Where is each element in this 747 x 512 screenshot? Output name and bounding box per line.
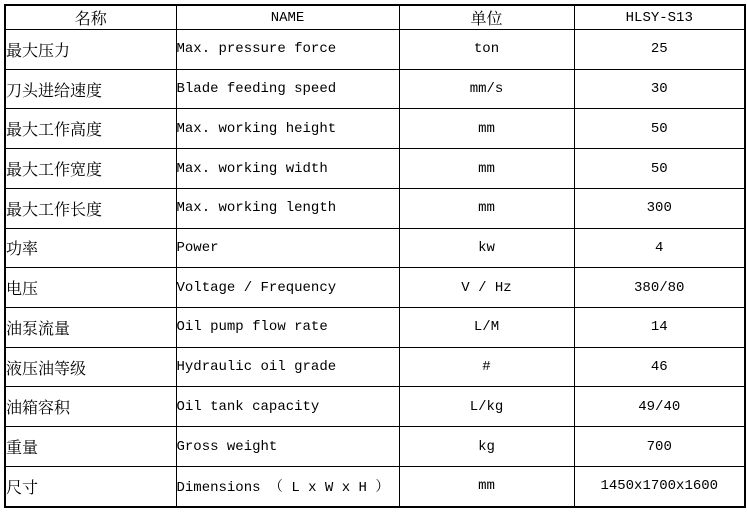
cell-cn-name: 液压油等级 (5, 347, 176, 387)
cell-cn-name: 最大工作长度 (5, 188, 176, 228)
cell-unit: mm (399, 188, 574, 228)
cell-cn-name: 刀头进给速度 (5, 69, 176, 109)
cell-cn-name: 最大压力 (5, 30, 176, 70)
column-header-cn-name: 名称 (5, 5, 176, 30)
cell-cn-name: 最大工作宽度 (5, 149, 176, 189)
cell-cn-name: 最大工作高度 (5, 109, 176, 149)
column-header-en-name: NAME (176, 5, 399, 30)
cell-en-name: Blade feeding speed (176, 69, 399, 109)
cell-en-name: Max. pressure force (176, 30, 399, 70)
table-row (5, 466, 745, 507)
cell-value: 25 (574, 30, 745, 70)
table-row (5, 427, 745, 467)
cell-cn-name: 油泵流量 (5, 308, 176, 348)
cell-en-name: Oil pump flow rate (176, 308, 399, 348)
cell-cn-name: 电压 (5, 268, 176, 308)
cell-unit: kg (399, 427, 574, 467)
table-row (5, 268, 745, 308)
cell-cn-name: 重量 (5, 427, 176, 467)
cell-en-name: Hydraulic oil grade (176, 347, 399, 387)
cell-value: 14 (574, 308, 745, 348)
column-header-model: HLSY-S13 (574, 5, 745, 30)
table-row (5, 188, 745, 228)
cell-unit: ton (399, 30, 574, 70)
cell-unit: kw (399, 228, 574, 268)
cell-value: 50 (574, 109, 745, 149)
cell-cn-name: 尺寸 (5, 466, 176, 507)
cell-value: 380/80 (574, 268, 745, 308)
cell-en-name: Power (176, 228, 399, 268)
cell-unit: # (399, 347, 574, 387)
cell-value: 300 (574, 188, 745, 228)
cell-unit: L/kg (399, 387, 574, 427)
cell-unit: mm/s (399, 69, 574, 109)
cell-value: 1450x1700x1600 (574, 466, 745, 507)
cell-en-name: Max. working width (176, 149, 399, 189)
table-row (5, 308, 745, 348)
cell-value: 4 (574, 228, 745, 268)
header-row (5, 5, 745, 30)
cell-unit: mm (399, 109, 574, 149)
table-row (5, 387, 745, 427)
cell-en-name: Max. working height (176, 109, 399, 149)
cell-cn-name: 油箱容积 (5, 387, 176, 427)
table-row (5, 69, 745, 109)
cell-value: 50 (574, 149, 745, 189)
cell-value: 30 (574, 69, 745, 109)
cell-en-name: Oil tank capacity (176, 387, 399, 427)
spec-table (4, 4, 746, 508)
table-row (5, 228, 745, 268)
cell-unit: mm (399, 149, 574, 189)
table-row (5, 347, 745, 387)
cell-value: 700 (574, 427, 745, 467)
table-row (5, 149, 745, 189)
table-row (5, 30, 745, 70)
cell-en-name: Dimensions （ L x W x H ） (176, 466, 399, 507)
column-header-unit: 单位 (399, 5, 574, 30)
cell-en-name: Voltage / Frequency (176, 268, 399, 308)
cell-unit: V / Hz (399, 268, 574, 308)
cell-en-name: Gross weight (176, 427, 399, 467)
cell-value: 46 (574, 347, 745, 387)
cell-unit: L/M (399, 308, 574, 348)
cell-value: 49/40 (574, 387, 745, 427)
table-row (5, 109, 745, 149)
cell-cn-name: 功率 (5, 228, 176, 268)
cell-unit: mm (399, 466, 574, 507)
cell-en-name: Max. working length (176, 188, 399, 228)
